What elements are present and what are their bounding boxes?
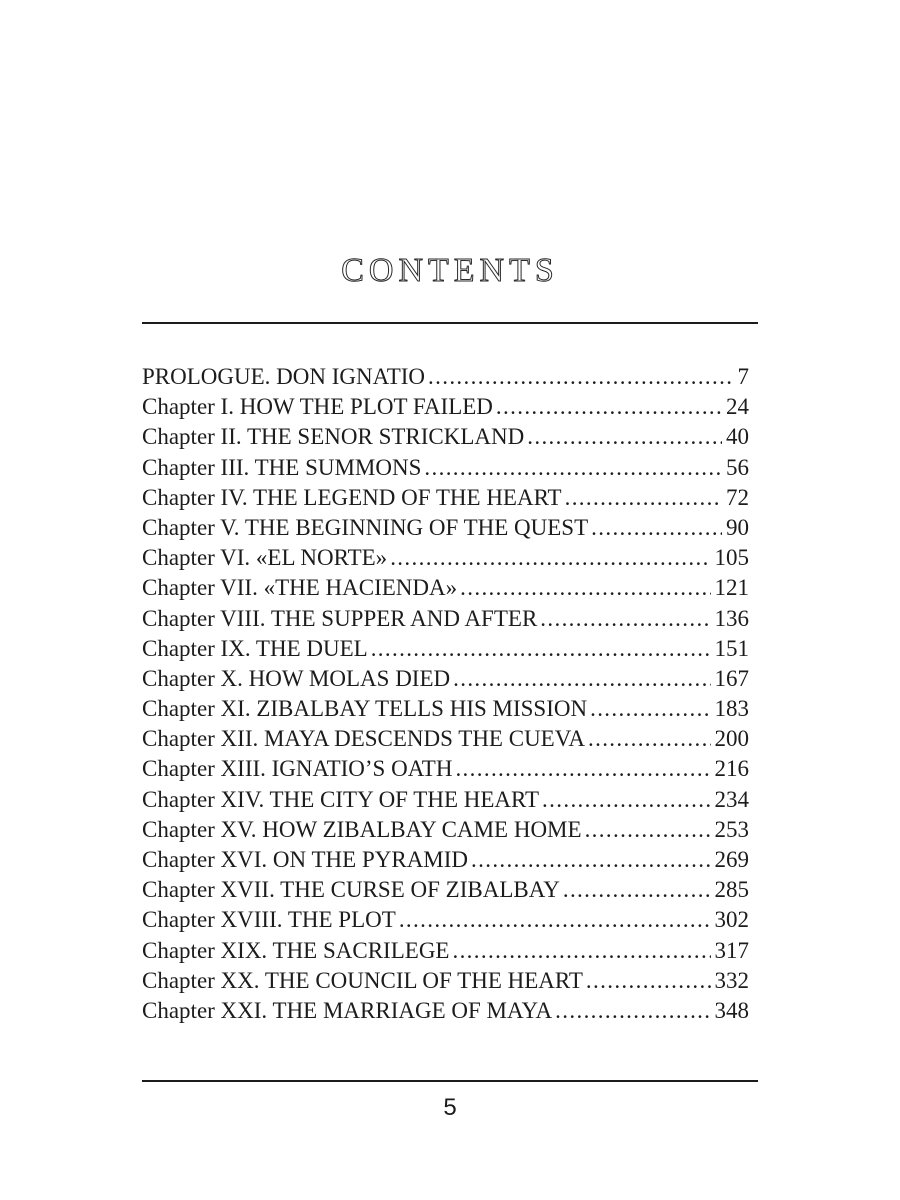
dot-leader: [565, 483, 722, 513]
toc-entry-page: 7: [737, 364, 749, 389]
toc-entry-page: 216: [714, 756, 749, 782]
dot-leader: [555, 996, 710, 1026]
toc-entry-title: Chapter VIII. THE SUPPER AND AFTER: [142, 605, 538, 631]
dot-leader: [590, 694, 710, 724]
toc-entry-title: Chapter XXI. THE MARRIAGE OF MAYA: [142, 997, 553, 1023]
toc-entry-title: Chapter XVII. THE CURSE OF ZIBALBAY: [142, 877, 560, 903]
toc-entry[interactable]: [142, 483, 749, 513]
toc-entry[interactable]: [142, 966, 749, 996]
toc-entry-page: 302: [714, 907, 749, 933]
dot-leader: [460, 573, 710, 603]
toc-entry-title: Chapter I. HOW THE PLOT FAILED: [142, 394, 493, 420]
dot-leader: [585, 815, 711, 845]
toc-entry[interactable]: [142, 573, 749, 603]
toc-entry-page: 121: [714, 575, 749, 601]
toc-entry-title: Chapter XII. MAYA DESCENDS THE CUEVA: [142, 726, 585, 752]
toc-entry[interactable]: [142, 754, 749, 784]
toc-entry-page: 72: [726, 484, 749, 510]
toc-entry-title: Chapter XVI. ON THE PYRAMID: [142, 847, 469, 872]
toc-entry[interactable]: [142, 453, 749, 483]
toc-entry-title: Chapter XV. HOW ZIBALBAY CAME HOME: [142, 816, 582, 842]
dot-leader: [563, 875, 711, 905]
toc-entry-page: 253: [714, 816, 749, 842]
toc-entry[interactable]: [142, 634, 749, 664]
dot-leader: [527, 422, 722, 452]
toc-entry[interactable]: [142, 936, 749, 966]
toc-entry-title: Chapter V. THE BEGINNING OF THE QUEST: [142, 514, 589, 540]
toc-entry-page: 136: [714, 605, 749, 631]
toc-entry-page: 56: [726, 454, 749, 480]
toc-entry-title: Chapter XVIII. THE PLOT: [142, 907, 396, 933]
toc-entry-page: 24: [726, 394, 749, 420]
toc-entry[interactable]: [142, 996, 749, 1026]
toc-entry-page: 105: [714, 545, 749, 571]
toc-entry-page: 40: [726, 424, 749, 450]
toc-entry-title: Chapter XI. ZIBALBAY TELLS HIS MISSION: [142, 696, 588, 722]
toc-entry[interactable]: [142, 724, 749, 754]
top-divider: [142, 322, 758, 324]
toc-entry-title: Chapter III. THE SUMMONS: [142, 454, 422, 480]
toc-entry[interactable]: [142, 392, 749, 422]
dot-leader: [424, 453, 722, 483]
toc-entry-title: PROLOGUE. DON IGNATIO: [142, 364, 426, 389]
table-of-contents: [142, 362, 749, 1026]
toc-entry-page: 167: [714, 665, 749, 691]
bottom-divider: [142, 1080, 758, 1082]
toc-entry-title: Chapter X. HOW MOLAS DIED: [142, 665, 451, 691]
dot-leader: [496, 392, 722, 422]
toc-entry-page: 285: [714, 877, 749, 903]
page-title: CONTENTS: [341, 252, 559, 289]
toc-entry-page: 151: [714, 635, 749, 661]
toc-entry-title: Chapter XIX. THE SACRILEGE: [142, 937, 450, 963]
toc-entry-title: Chapter XX. THE COUNCIL OF THE HEART: [142, 967, 583, 993]
toc-entry-page: 90: [726, 514, 749, 540]
dot-leader: [455, 754, 710, 784]
toc-entry-title: Chapter XIV. THE CITY OF THE HEART: [142, 786, 540, 812]
toc-entry[interactable]: [142, 845, 749, 875]
toc-entry-title: Chapter XIII. IGNATIO’S OATH: [142, 756, 453, 782]
toc-entry-title: Chapter IX. THE DUEL: [142, 635, 368, 661]
dot-leader: [542, 785, 710, 815]
toc-entry-page: 234: [714, 786, 749, 812]
toc-entry-page: 317: [714, 937, 749, 963]
toc-entry-title: Chapter VII. «THE HACIENDA»: [142, 575, 458, 601]
dot-leader: [390, 543, 710, 573]
dot-leader: [399, 905, 711, 935]
page-number: 5: [443, 1094, 457, 1121]
toc-entry[interactable]: [142, 905, 749, 935]
toc-entry-page: 332: [714, 967, 749, 993]
toc-entry[interactable]: [142, 543, 749, 573]
dot-leader: [586, 966, 711, 996]
toc-entry-page: 269: [714, 847, 749, 872]
toc-entry-title: Chapter II. THE SENOR STRICKLAND: [142, 424, 525, 450]
toc-entry[interactable]: [142, 785, 749, 815]
toc-entry-page: 183: [714, 696, 749, 722]
dot-leader: [453, 664, 710, 694]
dot-leader: [428, 362, 733, 392]
dot-leader: [471, 845, 710, 875]
toc-entry[interactable]: [142, 664, 749, 694]
toc-entry-page: 348: [714, 997, 749, 1023]
toc-entry[interactable]: [142, 422, 749, 452]
dot-leader: [591, 513, 722, 543]
dot-leader: [452, 936, 710, 966]
toc-entry[interactable]: [142, 694, 749, 724]
toc-entry[interactable]: [142, 362, 749, 392]
toc-entry-title: Chapter VI. «EL NORTE»: [142, 545, 388, 571]
toc-entry-title: Chapter IV. THE LEGEND OF THE HEART: [142, 484, 562, 510]
dot-leader: [588, 724, 711, 754]
dot-leader: [540, 604, 710, 634]
toc-entry[interactable]: [142, 604, 749, 634]
toc-entry[interactable]: [142, 815, 749, 845]
toc-entry[interactable]: [142, 513, 749, 543]
toc-entry-page: 200: [714, 726, 749, 752]
toc-entry[interactable]: [142, 875, 749, 905]
dot-leader: [371, 634, 711, 664]
